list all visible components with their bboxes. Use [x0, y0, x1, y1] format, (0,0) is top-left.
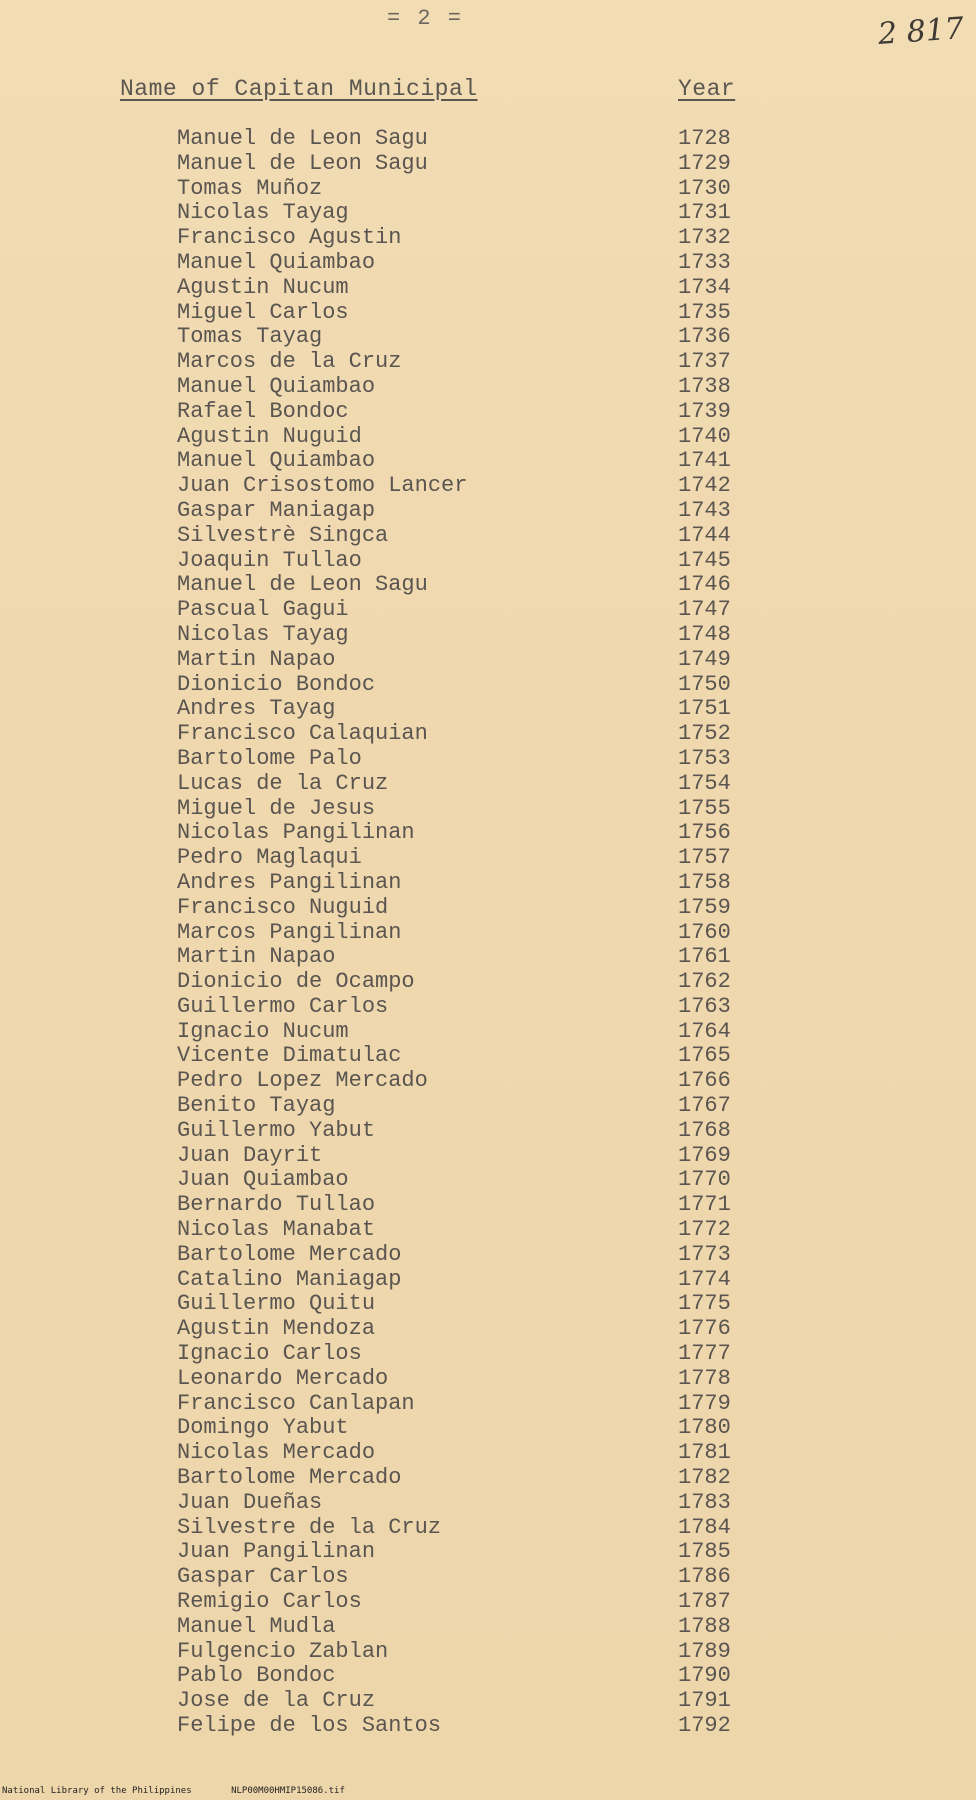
term-year: 1744 [678, 522, 731, 548]
term-year: 1743 [678, 497, 731, 523]
term-year: 1765 [678, 1043, 731, 1069]
capitan-name: Manuel Quiambao [177, 373, 376, 399]
list-item [0, 1317, 976, 1342]
list-item [0, 921, 976, 946]
term-year: 1742 [678, 473, 731, 499]
list-item [0, 697, 976, 722]
handwritten-reference-number: 2 817 [876, 11, 966, 52]
capitan-name: Gaspar Carlos [177, 1564, 349, 1590]
capitan-name: Dionicio Bondoc [177, 671, 376, 697]
list-item [0, 276, 976, 301]
term-year: 1729 [678, 150, 731, 176]
footer-library: National Library of the Philippines [2, 1786, 192, 1796]
term-year: 1778 [678, 1365, 731, 1391]
term-year: 1762 [678, 969, 731, 995]
capitan-name: Juan Dayrit [177, 1142, 323, 1168]
list-item [0, 1689, 976, 1714]
term-year: 1752 [678, 721, 731, 747]
term-year: 1754 [678, 770, 731, 796]
column-header-name: Name of Capitan Municipal [120, 76, 478, 102]
capitan-name: Nicolas Pangilinan [177, 820, 415, 846]
capitan-name: Benito Tayag [177, 1093, 336, 1119]
list-item [0, 1491, 976, 1516]
term-year: 1749 [678, 646, 731, 672]
term-year: 1783 [678, 1489, 731, 1515]
capitan-name: Pascual Gagui [177, 597, 349, 623]
capitan-name: Francisco Nuguid [177, 894, 389, 920]
list-item [0, 1590, 976, 1615]
term-year: 1768 [678, 1117, 731, 1143]
footer-file: NLP00M00HMIP15086.tif [231, 1786, 345, 1796]
capitan-name: Miguel Carlos [177, 299, 349, 325]
term-year: 1748 [678, 621, 731, 647]
capitan-name: Marcos Pangilinan [177, 919, 402, 945]
list-item [0, 499, 976, 524]
page-number: = 2 = [386, 6, 463, 31]
term-year: 1755 [678, 795, 731, 821]
list-item [0, 549, 976, 574]
term-year: 1740 [678, 423, 731, 449]
list-item [0, 648, 976, 673]
term-year: 1764 [678, 1018, 731, 1044]
list-item [0, 1540, 976, 1565]
term-year: 1735 [678, 299, 731, 325]
list-item [0, 747, 976, 772]
list-item [0, 797, 976, 822]
capitan-name: Francisco Calaquian [177, 721, 428, 747]
term-year: 1767 [678, 1093, 731, 1119]
term-year: 1790 [678, 1663, 731, 1689]
capitan-name: Catalino Maniagap [177, 1266, 402, 1292]
capitan-name: Silvestre de la Cruz [177, 1514, 442, 1540]
term-year: 1773 [678, 1241, 731, 1267]
capitan-name: Pedro Lopez Mercado [177, 1068, 428, 1094]
capitan-name: Nicolas Tayag [177, 621, 349, 647]
list-item [0, 1069, 976, 1094]
term-year: 1734 [678, 274, 731, 300]
term-year: 1781 [678, 1440, 731, 1466]
list-item [0, 1466, 976, 1491]
capitan-name: Ignacio Carlos [177, 1341, 362, 1367]
list-item [0, 970, 976, 995]
capitan-name: Bartolome Mercado [177, 1241, 402, 1267]
term-year: 1731 [678, 200, 731, 226]
capitan-name: Tomas Muñoz [177, 175, 323, 201]
capitan-name: Domingo Yabut [177, 1415, 349, 1441]
list-item [0, 375, 976, 400]
capitan-name: Bartolome Palo [177, 745, 362, 771]
term-year: 1759 [678, 894, 731, 920]
capitan-name: Silvestrè Singca [177, 522, 389, 548]
term-year: 1750 [678, 671, 731, 697]
capitan-name: Manuel de Leon Sagu [177, 150, 428, 176]
capitan-name: Fulgencio Zablan [177, 1638, 389, 1664]
capitan-name: Pedro Maglaqui [177, 845, 362, 871]
list-item [0, 821, 976, 846]
list-item [0, 945, 976, 970]
list-item [0, 1044, 976, 1069]
list-item [0, 201, 976, 226]
term-year: 1736 [678, 324, 731, 350]
list-item [0, 1094, 976, 1119]
list-item [0, 1416, 976, 1441]
term-year: 1763 [678, 993, 731, 1019]
list-item [0, 449, 976, 474]
capitan-name: Agustin Nucum [177, 274, 349, 300]
term-year: 1757 [678, 845, 731, 871]
term-year: 1787 [678, 1589, 731, 1615]
term-year: 1788 [678, 1613, 731, 1639]
capitan-name: Felipe de los Santos [177, 1713, 442, 1738]
term-year: 1732 [678, 225, 731, 251]
term-year: 1779 [678, 1390, 731, 1416]
capitan-name: Martin Napao [177, 944, 336, 970]
list-item [0, 772, 976, 797]
term-year: 1789 [678, 1638, 731, 1664]
list-item [0, 1268, 976, 1293]
capitan-name: Miguel de Jesus [177, 795, 376, 821]
list-item [0, 1441, 976, 1466]
capitan-name: Guillermo Yabut [177, 1117, 376, 1143]
term-year: 1782 [678, 1465, 731, 1491]
term-year: 1772 [678, 1217, 731, 1243]
list-item [0, 1640, 976, 1665]
capitan-name: Gaspar Maniagap [177, 497, 376, 523]
list-item [0, 1615, 976, 1640]
term-year: 1786 [678, 1564, 731, 1590]
capitan-name: Rafael Bondoc [177, 398, 349, 424]
capitan-name: Manuel de Leon Sagu [177, 126, 428, 151]
list-item [0, 524, 976, 549]
capitan-name: Juan Dueñas [177, 1489, 323, 1515]
list-item [0, 871, 976, 896]
list-item [0, 152, 976, 177]
term-year: 1780 [678, 1415, 731, 1441]
list-item [0, 1193, 976, 1218]
capitan-name: Leonardo Mercado [177, 1365, 389, 1391]
term-year: 1745 [678, 547, 731, 573]
capitan-name: Dionicio de Ocampo [177, 969, 415, 995]
list-item [0, 474, 976, 499]
list-item [0, 177, 976, 202]
scan-footer [0, 1786, 976, 1796]
term-year: 1770 [678, 1167, 731, 1193]
list-item [0, 226, 976, 251]
list-item [0, 995, 976, 1020]
list-item [0, 1367, 976, 1392]
capitan-name: Martin Napao [177, 646, 336, 672]
list-item [0, 251, 976, 276]
list-item [0, 425, 976, 450]
term-year: 1753 [678, 745, 731, 771]
capitan-name: Agustin Mendoza [177, 1316, 376, 1342]
list-item [0, 400, 976, 425]
capitan-name: Ignacio Nucum [177, 1018, 349, 1044]
list-item [0, 846, 976, 871]
term-year: 1737 [678, 349, 731, 375]
term-year: 1738 [678, 373, 731, 399]
term-year: 1766 [678, 1068, 731, 1094]
term-year: 1777 [678, 1341, 731, 1367]
list-item [0, 1292, 976, 1317]
capitan-name: Manuel de Leon Sagu [177, 572, 428, 598]
list-item [0, 896, 976, 921]
term-year: 1774 [678, 1266, 731, 1292]
term-year: 1739 [678, 398, 731, 424]
list-item [0, 598, 976, 623]
capitan-name: Nicolas Mercado [177, 1440, 376, 1466]
list-item [0, 350, 976, 375]
capitan-name: Pablo Bondoc [177, 1663, 336, 1689]
capitan-name: Andres Pangilinan [177, 869, 402, 895]
term-year: 1741 [678, 448, 731, 474]
term-year: 1746 [678, 572, 731, 598]
list-item [0, 1714, 976, 1739]
list-item [0, 127, 976, 152]
term-year: 1775 [678, 1291, 731, 1317]
capitan-name: Andres Tayag [177, 696, 336, 722]
capitan-name: Lucas de la Cruz [177, 770, 389, 796]
list-item [0, 1243, 976, 1268]
list-item [0, 1218, 976, 1243]
list-item [0, 722, 976, 747]
term-year: 1771 [678, 1192, 731, 1218]
list-item [0, 1119, 976, 1144]
capitan-name: Manuel Quiambao [177, 448, 376, 474]
list-item [0, 1342, 976, 1367]
list-item [0, 1565, 976, 1590]
capitan-name: Tomas Tayag [177, 324, 323, 350]
capitan-name: Guillermo Quitu [177, 1291, 376, 1317]
term-year: 1769 [678, 1142, 731, 1168]
capitan-name: Nicolas Tayag [177, 200, 349, 226]
capitan-name: Jose de la Cruz [177, 1688, 376, 1714]
term-year: 1761 [678, 944, 731, 970]
term-year: 1733 [678, 249, 731, 275]
capitan-name: Bartolome Mercado [177, 1465, 402, 1491]
term-year: 1756 [678, 820, 731, 846]
list-item [0, 1168, 976, 1193]
capitan-name: Nicolas Manabat [177, 1217, 376, 1243]
list-item [0, 673, 976, 698]
capitan-name: Joaquin Tullao [177, 547, 362, 573]
capitan-name: Bernardo Tullao [177, 1192, 376, 1218]
term-year: 1784 [678, 1514, 731, 1540]
list-item [0, 1020, 976, 1045]
list-item [0, 573, 976, 598]
list-item [0, 325, 976, 350]
capitan-name: Juan Quiambao [177, 1167, 349, 1193]
list-item [0, 1144, 976, 1169]
capitan-name: Francisco Canlapan [177, 1390, 415, 1416]
capitan-name: Vicente Dimatulac [177, 1043, 402, 1069]
capitan-name: Juan Pangilinan [177, 1539, 376, 1565]
list-item [0, 623, 976, 648]
capitan-name: Agustin Nuguid [177, 423, 362, 449]
term-year: 1776 [678, 1316, 731, 1342]
capitan-name: Marcos de la Cruz [177, 349, 402, 375]
term-year: 1751 [678, 696, 731, 722]
list-item [0, 1392, 976, 1417]
term-year: 1730 [678, 175, 731, 201]
term-year: 1791 [678, 1688, 731, 1714]
list-item [0, 1516, 976, 1541]
capitan-name: Remigio Carlos [177, 1589, 362, 1615]
capitan-name: Manuel Mudla [177, 1613, 336, 1639]
term-year: 1760 [678, 919, 731, 945]
list-item [0, 301, 976, 326]
term-year: 1758 [678, 869, 731, 895]
list-item [0, 1664, 976, 1689]
capitan-name: Juan Crisostomo Lancer [177, 473, 468, 499]
capitan-name: Francisco Agustin [177, 225, 402, 251]
term-year: 1792 [678, 1713, 731, 1738]
capitan-list [0, 127, 976, 1739]
term-year: 1747 [678, 597, 731, 623]
term-year: 1785 [678, 1539, 731, 1565]
column-header-year: Year [678, 76, 736, 102]
term-year: 1728 [678, 126, 731, 151]
capitan-name: Manuel Quiambao [177, 249, 376, 275]
capitan-name: Guillermo Carlos [177, 993, 389, 1019]
